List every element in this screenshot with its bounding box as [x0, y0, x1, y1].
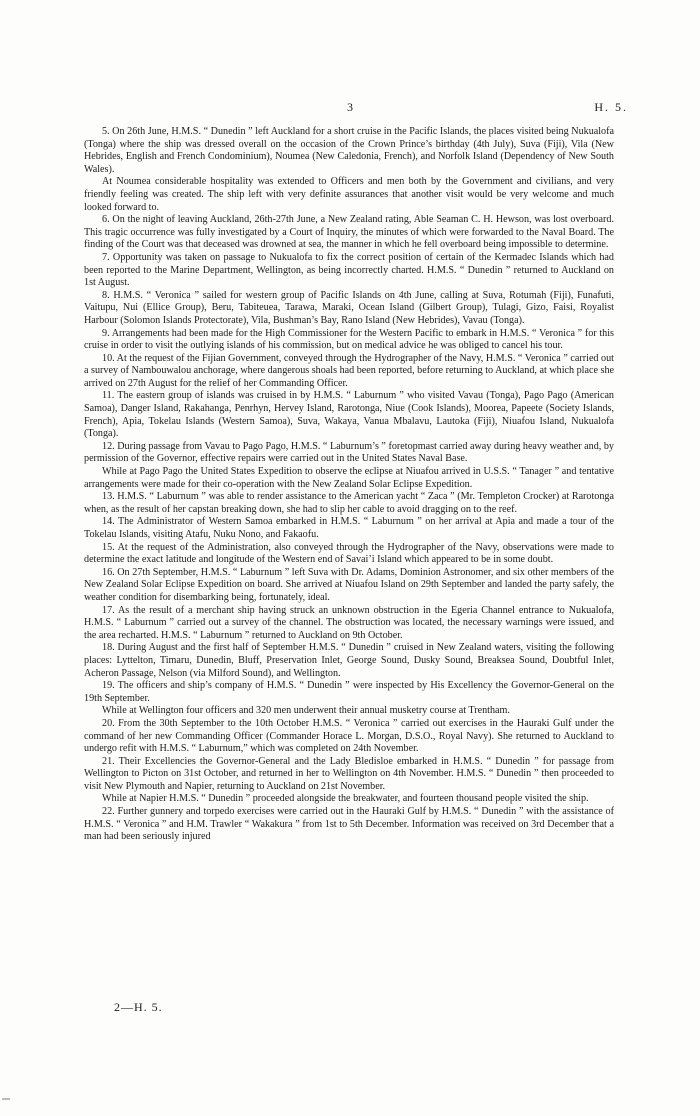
paragraph-12-pago-pago: While at Pago Pago the United States Expedition to observe the eclipse at Niuafou arrived in U.S.S. “ Tanager ” and tentative arrangements were made for their co-operation with the New Zealand Solar Eclipse Expedition. [84, 466, 614, 490]
signature-mark: 2—H. 5. [114, 1000, 163, 1014]
paragraph-10: 10. At the request of the Fijian Government, conveyed through the Hydrographer of the Navy, H.M.S. “ Veronica ” carried out a survey of Nambouwalou anchorage, where dangerous shoals had been reported, before returning to Auckland, at which place she arrived on 27th August for the relief of her Commanding Officer. [84, 352, 614, 389]
paragraph-12: 12. During passage from Vavau to Pago Pago, H.M.S. “ Laburnum’s ” foretopmast carried away during heavy weather and, by permission of the Governor, effective repairs were carried out in the United States Naval Base. [84, 440, 614, 465]
paragraph-11: 11. The eastern group of islands was cruised in by H.M.S. “ Laburnum ” who visited Vavau (Tonga), Pago Pago (American Samoa), Danger Island, Rakahanga, Penrhyn, Hervey Island, Rarotonga, Niue (Cook Islands), Moorea, Papeete (Society Islands, French), Apia, Tokelau Islands (Western Samoa), Suva, Wakaya, Vanua Mbalavu, Lautoka (Fiji), Niuafou Island, Nukualofa (Tonga). [84, 390, 614, 440]
paragraph-6: 6. On the night of leaving Auckland, 26th-27th June, a New Zealand rating, Able Seaman C. H. Hewson, was lost overboard. This tragic occurrence was fully investigated by a Court of Inquiry, the minutes of which were forwarded to the Naval Board. The finding of the Court was that deceased was drowned at sea, the manner in which he fell overboard being impossible to determine. [84, 214, 614, 251]
paragraph-16: 16. On 27th September, H.M.S. “ Laburnum ” left Suva with Dr. Adams, Dominion Astronomer, and six other members of the New Zealand Solar Eclipse Expedition on board. She arrived at Niuafou Island on 29th September and landed the party safely, the weather condition for disembarking being, fortunately, ideal. [84, 566, 614, 603]
paragraph-7: 7. Opportunity was taken on passage to Nukualofa to fix the correct position of certain of the Kermadec Islands which had been reported to the Marine Department, Wellington, as being incorrectly charted. H.M.S. “ Dunedin ” returned to Auckland on 1st August. [84, 251, 614, 289]
paragraph-17: 17. As the result of a merchant ship having struck an unknown obstruction in the Egeria Channel entrance to Nukualofa, H.M.S. “ Laburnum ” carried out a survey of the channel. The obstruction was located, the necessary warnings were issued, and the area recharted. H.M.S. “ Laburnum ” returned to Auckland on 9th October. [84, 604, 614, 641]
paragraph-19-wellington: While at Wellington four officers and 320 men underwent their annual musketry course at Trentham. [102, 705, 510, 717]
paragraph-5-noumea: At Noumea considerable hospitality was extended to Officers and men both by the Government and civilians, and very friendly feeling was created. The ship left with very definite assurances that another visit would be very welcome and much looked forward to. [84, 176, 614, 213]
paragraph-9: 9. Arrangements had been made for the High Commissioner for the Western Pacific to embark in H.M.S. “ Veronica ” for this cruise in order to visit the outlying islands of his commission, but on medical advice he was obliged to cancel his tour. [84, 327, 614, 352]
document-reference: H. 5. [594, 100, 628, 114]
paragraph-21: 21. Their Excellencies the Governor-General and the Lady Bledisloe embarked in H.M.S. “ Dunedin ” for passage from Wellington to Picton on 31st October, and returned in her to Wellington on 4th November. H.M.S. “ Dunedin ” then proceeded to visit New Plymouth and Napier, returning to Auckland on 21st November. [84, 755, 614, 792]
paragraph-19: 19. The officers and ship’s company of H.M.S. “ Dunedin ” were inspected by His Excellency the Governor-General on the 19th September. [84, 680, 614, 704]
paragraph-22: 22. Further gunnery and torpedo exercises were carried out in the Hauraki Gulf by H.M.S. “ Dunedin ” with the assistance of H.M.S. “ Veronica ” and H.M. Trawler “ Wakakura ” from 1st to 5th December. Information was received on 3rd December that a man had been seriously injured [84, 806, 614, 843]
paragraph-21-napier: While at Napier H.M.S. “ Dunedin ” proceeded alongside the breakwater, and fourteen thousand people visited the ship. [102, 793, 589, 805]
page-number: 3 [347, 100, 353, 114]
paragraph-15: 15. At the request of the Administration, also conveyed through the Hydrographer of the Navy, observations were made to determine the exact latitude and longitude of the Western end of Savai’i Island which appeared to be in some doubt. [84, 541, 614, 566]
paragraph-13: 13. H.M.S. “ Laburnum ” was able to render assistance to the American yacht “ Zaca ” (Mr. Templeton Crocker) at Rarotonga when, as the result of her capstan breaking down, she had to slip her cable to avoid dragging on to the reef. [84, 491, 614, 515]
paragraph-5: 5. On 26th June, H.M.S. “ Dunedin ” left Auckland for a short cruise in the Pacific Islands, the places visited being Nukualofa (Tonga) where the ship was dressed overall on the occasion of the Crown Prince’s birthday (4th July), Suva (Fiji), Vila (New Hebrides, English and French Condominium), Noumea (New Caledonia, French), and Norfolk Island (Dependency of New South Wales). [84, 126, 614, 175]
paragraph-8: 8. H.M.S. “ Veronica ” sailed for western group of Pacific Islands on 4th June, calling at Suva, Rotumah (Fiji), Funafuti, Vaitupu, Nui (Ellice Group), Beru, Tabiteuea, Tarawa, Maraki, Ocean Island (Gilbert Group), Tulagi, Gizo, Faisi, Royalist Harbour (Solomon Islands Protectorate), Vila, Bushman’s Bay, Rano Island (New Hebrides), Vavau (Tonga). [84, 289, 614, 326]
body-text [84, 126, 614, 844]
paragraph-14: 14. The Administrator of Western Samoa embarked in H.M.S. “ Laburnum ” on her arrival at Apia and made a tour of the Tokelau Islands, visiting Atafu, Nuku Nono, and Fakaofu. [84, 516, 614, 540]
paragraph-20: 20. From the 30th September to the 10th October H.M.S. “ Veronica ” carried out exercises in the Hauraki Gulf under the command of her new Commanding Officer (Commander Horace L. Morgan, D.S.O., Royal Navy). She returned to Auckland to undergo refit with H.M.S. “ Laburnum,” which was completed on 24th November. [84, 717, 614, 755]
scan-edge-mark [2, 1098, 10, 1100]
paragraph-18: 18. During August and the first half of September H.M.S. “ Dunedin ” cruised in New Zealand waters, visiting the following places: Lyttelton, Timaru, Dunedin, Bluff, Preservation Inlet, George Sound, Dusky Sound, Breaksea Sound, Doubtful Inlet, Acheron Passage, Nelson (via Milford Sound), and Wellington. [84, 642, 614, 679]
